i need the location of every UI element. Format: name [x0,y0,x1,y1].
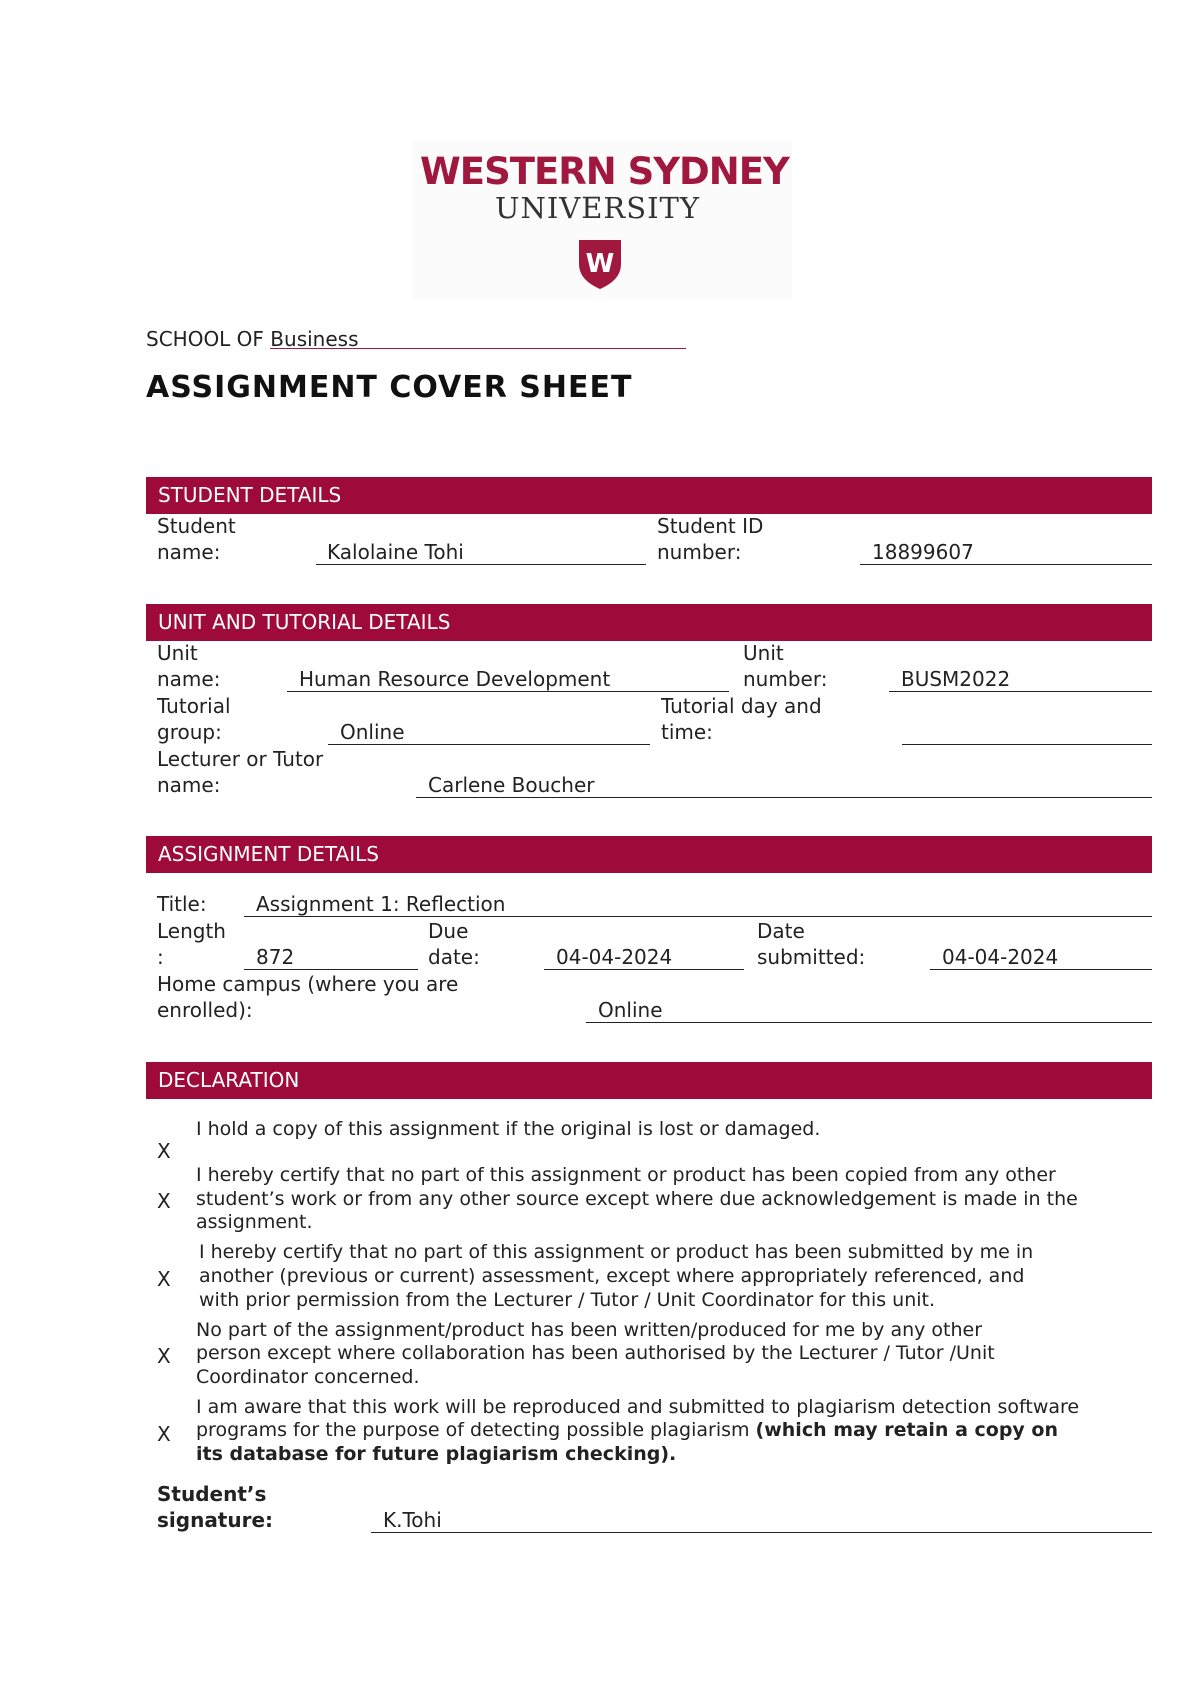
unit-name-underline [287,691,729,692]
length-underline [244,969,418,970]
signature-underline [371,1532,1152,1533]
section-header-student-details: STUDENT DETAILS [146,477,1152,514]
due-date-label-1: Due [428,919,469,943]
home-campus-label-1: Home campus (where you are [157,972,459,996]
unit-name-value[interactable]: Human Resource Development [299,667,611,691]
declaration-text-3-line-3: with prior permission from the Lecturer / Tutor / Unit Coordinator for this unit. [199,1289,936,1311]
date-submitted-underline [930,969,1152,970]
tutorial-group-label-2: group: [157,720,222,744]
school-value: Business [263,327,359,351]
tutorial-group-underline [328,744,650,745]
signature-value[interactable]: K.Tohi [383,1508,442,1532]
assignment-title-underline [244,916,1152,917]
assignment-title-label: Title: [157,892,207,916]
section-header-declaration: DECLARATION [146,1062,1152,1099]
declaration-text-3-line-1: I hereby certify that no part of this assignment or product has been submitted by me in [199,1241,1034,1263]
shield-letter: W [585,249,615,279]
assignment-title-value[interactable]: Assignment 1: Reflection [256,892,506,916]
declaration-text-4-line-3: Coordinator concerned. [196,1366,420,1388]
student-name-label-1: Student [157,514,236,538]
declaration-text-5-bold-1: (which may retain a copy on [755,1419,1059,1441]
unit-number-underline [889,691,1152,692]
tutorial-group-value[interactable]: Online [340,720,405,744]
tutorial-daytime-label-2: time: [661,720,713,744]
date-submitted-value[interactable]: 04-04-2024 [942,945,1059,969]
declaration-text-2-line-1: I hereby certify that no part of this assignment or product has been copied from any other [196,1164,1056,1186]
student-id-underline [860,564,1152,565]
lecturer-underline [416,797,1152,798]
student-id-label-1: Student ID [657,514,764,538]
school-label: SCHOOL OF Business [146,327,359,351]
home-campus-value[interactable]: Online [598,998,663,1022]
logo-wordmark-line2: UNIVERSITY [495,191,701,225]
tutorial-daytime-underline [902,744,1152,745]
lecturer-label-1: Lecturer or Tutor [157,747,324,771]
declaration-text-2-line-3: assignment. [196,1211,313,1233]
due-date-underline [544,969,744,970]
unit-name-label-2: name: [157,667,221,691]
home-campus-underline [586,1022,1152,1023]
declaration-check-3[interactable]: X [157,1267,171,1291]
page-title: ASSIGNMENT COVER SHEET [146,370,633,405]
student-id-value[interactable]: 18899607 [872,540,974,564]
school-underline [270,348,686,349]
declaration-text-5-line-1: I am aware that this work will be reproduced and submitted to plagiarism detection software [196,1396,1080,1418]
section-header-unit-details: UNIT AND TUTORIAL DETAILS [146,604,1152,641]
unit-number-value[interactable]: BUSM2022 [901,667,1011,691]
section-header-assignment-details: ASSIGNMENT DETAILS [146,836,1152,873]
declaration-text-3-line-2: another (previous or current) assessment, except where appropriately referenced, and [199,1265,1025,1287]
student-name-value[interactable]: Kalolaine Tohi [327,540,464,564]
university-logo [412,140,792,300]
lecturer-label-2: name: [157,773,221,797]
length-label-1: Length [157,919,226,943]
student-id-label-2: number: [657,540,742,564]
student-name-underline [316,564,646,565]
declaration-check-5[interactable]: X [157,1422,171,1446]
unit-name-label-1: Unit [157,641,198,665]
home-campus-label-2: enrolled): [157,998,253,1022]
lecturer-value[interactable]: Carlene Boucher [428,773,595,797]
tutorial-daytime-label-1: Tutorial day and [661,694,822,718]
signature-label-1: Student’s [157,1482,267,1506]
declaration-text-4-line-2: person except where collaboration has been authorised by the Lecturer / Tutor /Unit [196,1342,995,1364]
due-date-value[interactable]: 04-04-2024 [556,945,673,969]
date-submitted-label-1: Date [757,919,805,943]
declaration-text-5-line-2: programs for the purpose of detecting possible plagiarism (which may retain a copy on [196,1419,1059,1441]
student-name-label-2: name: [157,540,221,564]
due-date-label-2: date: [428,945,480,969]
declaration-text-1-line-1: I hold a copy of this assignment if the original is lost or damaged. [196,1118,821,1140]
declaration-text-5-line-3: its database for future plagiarism checking). [196,1443,677,1465]
unit-number-label-1: Unit [743,641,784,665]
date-submitted-label-2: submitted: [757,945,866,969]
logo-wordmark-line1: WESTERN SYDNEY [420,150,789,193]
declaration-check-2[interactable]: X [157,1189,171,1213]
length-label-2: : [157,945,164,969]
shield-icon [577,238,623,290]
declaration-check-4[interactable]: X [157,1344,171,1368]
tutorial-group-label-1: Tutorial [157,694,231,718]
declaration-text-4-line-1: No part of the assignment/product has been written/produced for me by any other [196,1319,983,1341]
declaration-check-1[interactable]: X [157,1139,171,1163]
declaration-text-2-line-2: student’s work or from any other source except where due acknowledgement is made in the [196,1188,1078,1210]
unit-number-label-2: number: [743,667,828,691]
length-value[interactable]: 872 [256,945,295,969]
signature-label-2: signature: [157,1508,274,1532]
